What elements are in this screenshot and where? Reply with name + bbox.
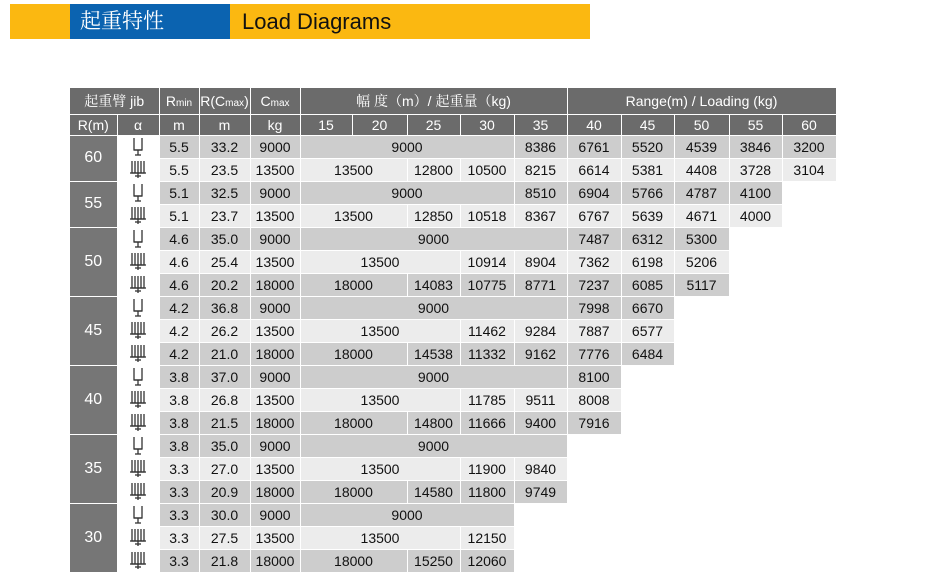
hook-four-fall-icon xyxy=(117,342,159,365)
table-row xyxy=(70,273,836,296)
load-value: 9000 xyxy=(300,503,514,526)
empty-cell xyxy=(514,503,836,526)
load-value: 7237 xyxy=(567,273,621,296)
table-row xyxy=(70,388,836,411)
load-value: 9000 xyxy=(300,227,567,250)
empty-cell xyxy=(729,250,836,273)
load-value: 6614 xyxy=(567,158,621,181)
load-value: 18000 xyxy=(300,342,407,365)
load-value: 7887 xyxy=(567,319,621,342)
hook-two-fall-icon xyxy=(117,181,159,204)
load-value: 4408 xyxy=(674,158,729,181)
load-value: 18000 xyxy=(300,273,407,296)
load-value: 8215 xyxy=(514,158,567,181)
load-value: 9000 xyxy=(300,296,567,319)
rcmax-value: 27.5 xyxy=(199,526,250,549)
load-value: 12060 xyxy=(460,549,514,572)
load-value: 6761 xyxy=(567,135,621,158)
rmin-value: 4.6 xyxy=(159,250,199,273)
load-value: 3728 xyxy=(729,158,782,181)
cmax-unit: kg xyxy=(250,114,300,135)
rcmax-value: 21.0 xyxy=(199,342,250,365)
range-45: 45 xyxy=(621,114,674,135)
load-value: 13500 xyxy=(300,388,460,411)
rmin-value: 3.8 xyxy=(159,388,199,411)
load-value: 11800 xyxy=(460,480,514,503)
rcmax-value: 23.7 xyxy=(199,204,250,227)
empty-cell xyxy=(567,457,836,480)
cmax-value: 13500 xyxy=(250,158,300,181)
header-row-1 xyxy=(70,88,836,114)
load-value: 5766 xyxy=(621,181,674,204)
range-30: 30 xyxy=(460,114,514,135)
range-15: 15 xyxy=(300,114,352,135)
hook-two-fall-icon xyxy=(117,503,159,526)
load-value: 9400 xyxy=(514,411,567,434)
rcmax-value: 20.2 xyxy=(199,273,250,296)
load-value: 10518 xyxy=(460,204,514,227)
cmax-value: 9000 xyxy=(250,503,300,526)
rmin-value: 3.3 xyxy=(159,526,199,549)
rmin-value: 3.3 xyxy=(159,503,199,526)
load-value: 6577 xyxy=(621,319,674,342)
empty-cell xyxy=(621,365,836,388)
load-value: 6670 xyxy=(621,296,674,319)
range-25: 25 xyxy=(407,114,460,135)
load-value: 14083 xyxy=(407,273,460,296)
cmax-value: 13500 xyxy=(250,457,300,480)
hook-four-fall-icon xyxy=(117,158,159,181)
load-value: 5381 xyxy=(621,158,674,181)
load-value: 11900 xyxy=(460,457,514,480)
load-value: 5639 xyxy=(621,204,674,227)
rmin-value: 4.6 xyxy=(159,273,199,296)
rcmax-header: R(Cmax) xyxy=(199,88,250,114)
load-value: 13500 xyxy=(300,526,460,549)
rcmax-value: 21.8 xyxy=(199,549,250,572)
rmin-value: 5.5 xyxy=(159,158,199,181)
cmax-value: 9000 xyxy=(250,434,300,457)
load-value: 11462 xyxy=(460,319,514,342)
load-value: 5117 xyxy=(674,273,729,296)
rmin-value: 3.3 xyxy=(159,480,199,503)
rmin-value: 4.2 xyxy=(159,342,199,365)
title-en: Load Diagrams xyxy=(242,9,392,34)
load-value: 5206 xyxy=(674,250,729,273)
jib-length: 45 xyxy=(70,296,117,365)
title-banner xyxy=(10,4,590,39)
empty-cell xyxy=(674,296,836,319)
load-value: 3846 xyxy=(729,135,782,158)
hook-four-fall-icon xyxy=(117,480,159,503)
hook-four-fall-icon xyxy=(117,388,159,411)
rmin-unit: m xyxy=(159,114,199,135)
table-row xyxy=(70,204,836,227)
load-value: 9840 xyxy=(514,457,567,480)
range-60: 60 xyxy=(782,114,836,135)
rcmax-value: 21.5 xyxy=(199,411,250,434)
load-value: 8386 xyxy=(514,135,567,158)
rcmax-value: 25.4 xyxy=(199,250,250,273)
header-row-2 xyxy=(70,114,836,135)
load-value: 9284 xyxy=(514,319,567,342)
range-55: 55 xyxy=(729,114,782,135)
rmin-value: 3.8 xyxy=(159,365,199,388)
table-row xyxy=(70,135,836,158)
cmax-value: 18000 xyxy=(250,480,300,503)
jib-length: 35 xyxy=(70,434,117,503)
rmin-value: 3.8 xyxy=(159,411,199,434)
load-value: 5300 xyxy=(674,227,729,250)
load-value: 12800 xyxy=(407,158,460,181)
load-value: 12150 xyxy=(460,526,514,549)
hook-four-fall-icon xyxy=(117,319,159,342)
table-row xyxy=(70,411,836,434)
table-row xyxy=(70,457,836,480)
title-cn: 起重特性 xyxy=(70,4,230,39)
hook-four-fall-icon xyxy=(117,457,159,480)
rcmax-value: 27.0 xyxy=(199,457,250,480)
table-row xyxy=(70,503,836,526)
load-value: 13500 xyxy=(300,204,407,227)
load-value: 8367 xyxy=(514,204,567,227)
load-value: 8510 xyxy=(514,181,567,204)
r-unit-header: R(m) xyxy=(70,114,117,135)
rmin-value: 4.2 xyxy=(159,319,199,342)
cmax-value: 9000 xyxy=(250,365,300,388)
load-value: 10914 xyxy=(460,250,514,273)
hook-four-fall-icon xyxy=(117,526,159,549)
hook-two-fall-icon xyxy=(117,434,159,457)
jib-length: 60 xyxy=(70,135,117,181)
load-value: 8771 xyxy=(514,273,567,296)
load-value: 6904 xyxy=(567,181,621,204)
load-value: 13500 xyxy=(300,457,460,480)
rmin-value: 4.2 xyxy=(159,296,199,319)
hook-four-fall-icon xyxy=(117,273,159,296)
jib-header: 起重臂 jib xyxy=(70,88,159,114)
load-value: 13500 xyxy=(300,319,460,342)
load-value: 4787 xyxy=(674,181,729,204)
rcmax-value: 37.0 xyxy=(199,365,250,388)
hook-four-fall-icon xyxy=(117,411,159,434)
rcmax-value: 20.9 xyxy=(199,480,250,503)
hook-two-fall-icon xyxy=(117,296,159,319)
rmin-value: 5.1 xyxy=(159,181,199,204)
load-value: 9000 xyxy=(300,135,514,158)
load-value: 10500 xyxy=(460,158,514,181)
load-value: 6198 xyxy=(621,250,674,273)
load-value: 9162 xyxy=(514,342,567,365)
cmax-value: 9000 xyxy=(250,296,300,319)
load-value: 5520 xyxy=(621,135,674,158)
cmax-value: 9000 xyxy=(250,227,300,250)
load-value: 4100 xyxy=(729,181,782,204)
load-value: 3104 xyxy=(782,158,836,181)
rcmax-value: 33.2 xyxy=(199,135,250,158)
empty-cell xyxy=(782,204,836,227)
load-value: 11666 xyxy=(460,411,514,434)
rmin-value: 5.5 xyxy=(159,135,199,158)
empty-cell xyxy=(514,526,836,549)
empty-cell xyxy=(729,273,836,296)
load-value: 18000 xyxy=(300,411,407,434)
table-row xyxy=(70,319,836,342)
cmax-value: 13500 xyxy=(250,204,300,227)
table-row xyxy=(70,549,836,572)
load-value: 9000 xyxy=(300,365,567,388)
table-row xyxy=(70,296,836,319)
hook-two-fall-icon xyxy=(117,227,159,250)
empty-cell xyxy=(567,480,836,503)
cmax-value: 9000 xyxy=(250,135,300,158)
load-value: 11785 xyxy=(460,388,514,411)
rmin-value: 3.3 xyxy=(159,549,199,572)
cmax-value: 13500 xyxy=(250,388,300,411)
table-row xyxy=(70,250,836,273)
range-35: 35 xyxy=(514,114,567,135)
load-value: 9511 xyxy=(514,388,567,411)
cmax-value: 18000 xyxy=(250,342,300,365)
load-value: 4000 xyxy=(729,204,782,227)
range-40: 40 xyxy=(567,114,621,135)
rcmax-value: 23.5 xyxy=(199,158,250,181)
table-row xyxy=(70,434,836,457)
load-table xyxy=(70,88,837,573)
load-value: 14538 xyxy=(407,342,460,365)
empty-cell xyxy=(621,411,836,434)
rmin-value: 3.8 xyxy=(159,434,199,457)
load-value: 9000 xyxy=(300,181,514,204)
rmin-value: 5.1 xyxy=(159,204,199,227)
load-value: 9000 xyxy=(300,434,567,457)
table-row xyxy=(70,342,836,365)
empty-cell xyxy=(674,319,836,342)
load-value: 8008 xyxy=(567,388,621,411)
load-value: 7487 xyxy=(567,227,621,250)
load-value: 3200 xyxy=(782,135,836,158)
load-value: 6767 xyxy=(567,204,621,227)
load-value: 8100 xyxy=(567,365,621,388)
rmin-value: 3.3 xyxy=(159,457,199,480)
alpha-header: α xyxy=(117,114,159,135)
cmax-value: 13500 xyxy=(250,319,300,342)
table-row xyxy=(70,526,836,549)
rcmax-value: 26.8 xyxy=(199,388,250,411)
range-header-en: Range(m) / Loading (kg) xyxy=(567,88,836,114)
load-value: 12850 xyxy=(407,204,460,227)
load-value: 18000 xyxy=(300,549,407,572)
load-value: 7362 xyxy=(567,250,621,273)
load-value: 13500 xyxy=(300,250,460,273)
empty-cell xyxy=(782,181,836,204)
table-row xyxy=(70,158,836,181)
rcmax-value: 35.0 xyxy=(199,434,250,457)
empty-cell xyxy=(621,388,836,411)
cmax-value: 13500 xyxy=(250,250,300,273)
hook-four-fall-icon xyxy=(117,250,159,273)
hook-two-fall-icon xyxy=(117,365,159,388)
load-value: 7916 xyxy=(567,411,621,434)
range-50: 50 xyxy=(674,114,729,135)
cmax-value: 18000 xyxy=(250,549,300,572)
load-value: 18000 xyxy=(300,480,407,503)
hook-two-fall-icon xyxy=(117,135,159,158)
empty-cell xyxy=(674,342,836,365)
rcmax-value: 32.5 xyxy=(199,181,250,204)
cmax-value: 18000 xyxy=(250,411,300,434)
hook-four-fall-icon xyxy=(117,549,159,572)
table-row xyxy=(70,181,836,204)
load-value: 10775 xyxy=(460,273,514,296)
load-value: 14580 xyxy=(407,480,460,503)
jib-length: 40 xyxy=(70,365,117,434)
jib-length: 55 xyxy=(70,181,117,227)
jib-length: 50 xyxy=(70,227,117,296)
rcmax-value: 26.2 xyxy=(199,319,250,342)
load-value: 9749 xyxy=(514,480,567,503)
rmin-header: Rmin xyxy=(159,88,199,114)
load-value: 7998 xyxy=(567,296,621,319)
load-value: 14800 xyxy=(407,411,460,434)
load-value: 13500 xyxy=(300,158,407,181)
cmax-value: 9000 xyxy=(250,181,300,204)
hook-four-fall-icon xyxy=(117,204,159,227)
range-header-cn: 幅 度（m）/ 起重量（kg) xyxy=(300,88,567,114)
cmax-header: Cmax xyxy=(250,88,300,114)
table-row xyxy=(70,227,836,250)
empty-cell xyxy=(729,227,836,250)
load-value: 15250 xyxy=(407,549,460,572)
empty-cell xyxy=(567,434,836,457)
rcmax-value: 30.0 xyxy=(199,503,250,526)
load-value: 11332 xyxy=(460,342,514,365)
load-value: 7776 xyxy=(567,342,621,365)
cmax-value: 13500 xyxy=(250,526,300,549)
range-20: 20 xyxy=(352,114,407,135)
rcmax-value: 36.8 xyxy=(199,296,250,319)
rmin-value: 4.6 xyxy=(159,227,199,250)
rcmax-unit: m xyxy=(199,114,250,135)
table-row xyxy=(70,480,836,503)
load-value: 8904 xyxy=(514,250,567,273)
load-value: 6085 xyxy=(621,273,674,296)
load-value: 4671 xyxy=(674,204,729,227)
table-row xyxy=(70,365,836,388)
empty-cell xyxy=(514,549,836,572)
load-value: 6312 xyxy=(621,227,674,250)
load-value: 6484 xyxy=(621,342,674,365)
load-value: 4539 xyxy=(674,135,729,158)
jib-length: 30 xyxy=(70,503,117,572)
cmax-value: 18000 xyxy=(250,273,300,296)
rcmax-value: 35.0 xyxy=(199,227,250,250)
